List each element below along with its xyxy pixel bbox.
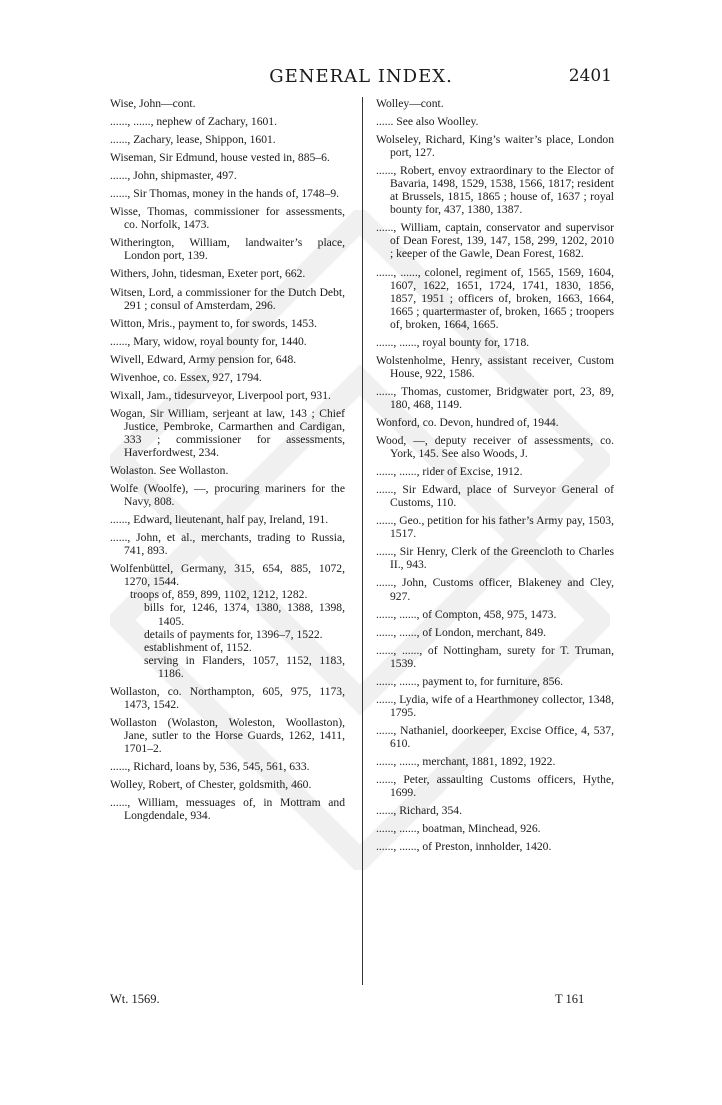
index-entry: Witherington, William, landwaiter’s place, London port, 139. bbox=[110, 236, 345, 263]
index-entry: ......, John, et al., merchants, trading to Russia, 741, 893. bbox=[110, 531, 345, 558]
index-entry: ......, ......, rider of Excise, 1912. bbox=[376, 465, 523, 479]
index-entry: Wolstenholme, Henry, assistant receiver, Custom House, 922, 1586. bbox=[376, 353, 614, 380]
index-entry: ......, Geo., petition for his father’s Army pay, 1503, 1517. bbox=[376, 514, 614, 541]
index-entry: ......, ......, boatman, Minchead, 926. bbox=[376, 822, 541, 836]
index-subentry: bills for, 1246, 1374, 1380, 1388, 1398, 1405. bbox=[144, 601, 345, 628]
index-entry: ......, ......, of Nottingham, surety for T. Truman, 1539. bbox=[376, 643, 614, 670]
index-entry: ......, Richard, 354. bbox=[376, 804, 462, 818]
column-divider bbox=[362, 97, 363, 985]
index-entry: ......, Edward, lieutenant, half pay, Ireland, 191. bbox=[110, 513, 329, 527]
index-entry: Wonford, co. Devon, hundred of, 1944. bbox=[376, 415, 559, 429]
index-entry: Witsen, Lord, a commissioner for the Dutch Debt, 291 ; consul of Amsterdam, 296. bbox=[110, 285, 345, 312]
index-entry: ......, William, messuages of, in Mottram and Longdendale, 934. bbox=[110, 796, 345, 823]
page-number: 2401 bbox=[568, 66, 612, 86]
index-entry: Wollaston (Wolaston, Woleston, Woollaston), Jane, sutler to the Horse Guards, 1262, 1411, 1701–2. bbox=[110, 715, 345, 755]
index-entry: Wise, John—cont. bbox=[110, 97, 196, 110]
index-entry: ......, Sir Henry, Clerk of the Greencloth to Charles II., 943. bbox=[376, 545, 614, 572]
index-entry: Wivenhoe, co. Essex, 927, 1794. bbox=[110, 370, 262, 384]
index-entry: ......, ......, of Compton, 458, 975, 1473. bbox=[376, 607, 557, 621]
index-entry: ......, ......, nephew of Zachary, 1601. bbox=[110, 115, 277, 129]
index-entry: Withers, John, tidesman, Exeter port, 662. bbox=[110, 267, 306, 281]
index-entry: ......, ......, of Preston, innholder, 1420. bbox=[376, 840, 552, 854]
index-entry: Wood, —, deputy receiver of assessments, co. York, 145. See also Woods, J. bbox=[376, 434, 614, 461]
index-entry: ......, ......, royal bounty for, 1718. bbox=[376, 335, 530, 349]
index-entry: Wiseman, Sir Edmund, house vested in, 885–6. bbox=[110, 151, 330, 165]
index-subentry: establishment of, 1152. bbox=[144, 640, 252, 654]
index-entry: ......, Robert, envoy extraordinary to the Elector of Bavaria, 1498, 1529, 1538, 1566, 1817; resident at Brussels, 1815, 1865 ; house of, 1637 ; royal bounty for, 437, 1380, 1387. bbox=[376, 164, 614, 217]
index-entry: Wolfenbüttel, Germany, 315, 654, 885, 1072, 1270, 1544. bbox=[110, 562, 345, 589]
right-column bbox=[376, 97, 614, 858]
index-entry: Wolley—cont. bbox=[376, 97, 444, 110]
index-entry: ...... See also Woolley. bbox=[376, 115, 479, 129]
index-entry: ......, ......, colonel, regiment of, 1565, 1569, 1604, 1607, 1622, 1651, 1724, 1741, 1830, 1856, 1857, 1951 ; officers of, broken, 1663, 1664, 1665 ; quartermaster of, broken, 1665 ; troopers of, broken, 1664, 1665. bbox=[376, 265, 614, 331]
index-entry: ......, Nathaniel, doorkeeper, Excise Office, 4, 537, 610. bbox=[376, 723, 614, 750]
index-entry: ......, Sir Thomas, money in the hands of, 1748–9. bbox=[110, 187, 340, 201]
index-subentry: serving in Flanders, 1057, 1152, 1183, 1186. bbox=[144, 653, 345, 680]
index-entry: Wixall, Jam., tidesurveyor, Liverpool port, 931. bbox=[110, 388, 331, 402]
page-title: GENERAL INDEX. bbox=[269, 66, 453, 87]
index-entry: ......, ......, payment to, for furniture, 856. bbox=[376, 674, 564, 688]
footer-print-code: Wt. 1569. bbox=[110, 992, 160, 1006]
index-entry: ......, John, Customs officer, Blakeney and Cley, 927. bbox=[376, 576, 614, 603]
index-entry: ......, Richard, loans by, 536, 545, 561, 633. bbox=[110, 759, 310, 773]
index-entry: Wolaston. See Wollaston. bbox=[110, 464, 229, 478]
index-entry: Witton, Mris., payment to, for swords, 1453. bbox=[110, 316, 317, 330]
index-entry: Wolseley, Richard, King’s waiter’s place, London port, 127. bbox=[376, 133, 614, 160]
index-entry: ......, William, captain, conservator and supervisor of Dean Forest, 139, 147, 158, 299, 1202, 2010 ; keeper of the Gawle, Dean Forest, 1682. bbox=[376, 221, 614, 261]
index-entry: Wivell, Edward, Army pension for, 648. bbox=[110, 352, 297, 366]
index-entry: ......, Mary, widow, royal bounty for, 1440. bbox=[110, 334, 307, 348]
index-entry: ......, ......, of London, merchant, 849. bbox=[376, 625, 547, 639]
left-column bbox=[110, 97, 345, 827]
index-entry: ......, Sir Edward, place of Surveyor General of Customs, 110. bbox=[376, 483, 614, 510]
footer-signature: T 161 bbox=[555, 992, 585, 1006]
index-entry: ......, Zachary, lease, Shippon, 1601. bbox=[110, 133, 276, 147]
index-subentry: troops of, 859, 899, 1102, 1212, 1282. bbox=[130, 588, 308, 602]
index-entry: ......, Thomas, customer, Bridgwater port, 23, 89, 180, 468, 1149. bbox=[376, 384, 614, 411]
index-entry: ......, John, shipmaster, 497. bbox=[110, 169, 237, 183]
index-subentry: details of payments for, 1396–7, 1522. bbox=[144, 627, 323, 641]
index-entry: Wolley, Robert, of Chester, goldsmith, 460. bbox=[110, 778, 312, 792]
index-entry: Wogan, Sir William, serjeant at law, 143 ; Chief Justice, Pembroke, Carmarthen and Cardigan, 333 ; commissioner for assessments, Haverfordwest, 234. bbox=[110, 406, 345, 459]
index-entry: Wollaston, co. Northampton, 605, 975, 1173, 1473, 1542. bbox=[110, 684, 345, 711]
index-entry: ......, Peter, assaulting Customs officers, Hythe, 1699. bbox=[376, 773, 614, 800]
index-entry: ......, Lydia, wife of a Hearthmoney collector, 1348, 1795. bbox=[376, 692, 614, 719]
index-entry: Wolfe (Woolfe), —, procuring mariners for the Navy, 808. bbox=[110, 482, 345, 509]
index-entry: Wisse, Thomas, commissioner for assessments, co. Norfolk, 1473. bbox=[110, 205, 345, 232]
index-entry: ......, ......, merchant, 1881, 1892, 1922. bbox=[376, 754, 556, 768]
